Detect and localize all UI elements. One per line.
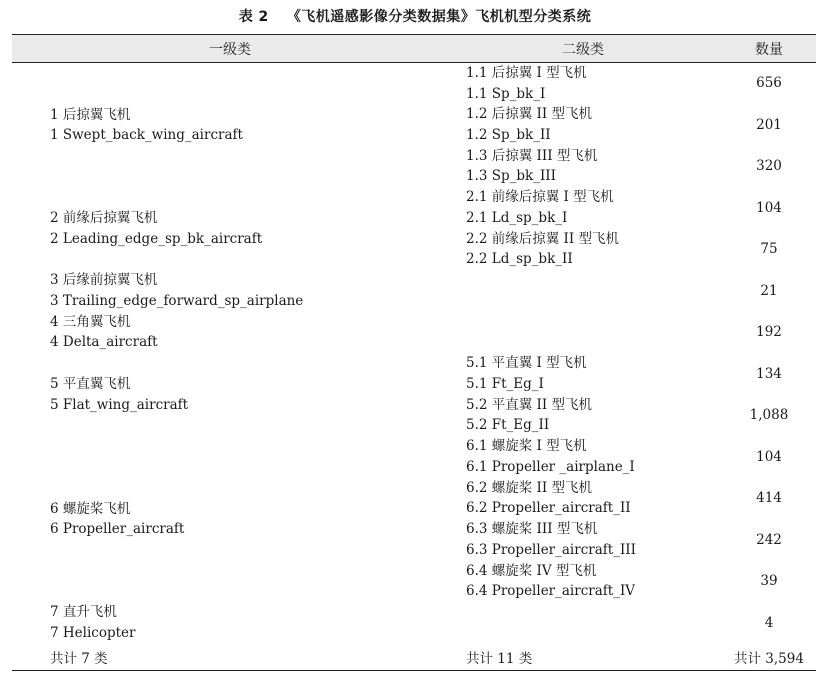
level2-cell-empty bbox=[444, 602, 722, 644]
level1-en: 3 Trailing_edge_forward_sp_airplane bbox=[50, 292, 304, 309]
table-row bbox=[12, 312, 816, 354]
level2-en: 6.2 Propeller_aircraft_II bbox=[466, 500, 631, 517]
level1-en: 2 Leading_edge_sp_bk_aircraft bbox=[50, 230, 263, 247]
level1-cell bbox=[12, 312, 444, 354]
level2-cell bbox=[444, 104, 722, 146]
count-cell: 104 bbox=[756, 199, 782, 216]
table-row bbox=[12, 187, 816, 229]
count-cell: 192 bbox=[756, 324, 782, 340]
count-cell: 656 bbox=[756, 75, 782, 92]
count-cell: 4 bbox=[764, 614, 774, 631]
level2-en: 5.2 Ft_Eg_II bbox=[466, 417, 550, 434]
header-level2: 二级类 bbox=[444, 35, 722, 63]
level1-cn: 3 后缘前掠翼飞机 bbox=[50, 272, 158, 289]
level2-en: 1.2 Sp_bk_II bbox=[466, 126, 551, 143]
level2-cell bbox=[444, 478, 722, 520]
level2-cn: 5.2 平直翼 II 型飞机 bbox=[466, 396, 593, 413]
total-count: 共计 3,594 bbox=[722, 644, 816, 671]
level2-en: 1.1 Sp_bk_I bbox=[466, 85, 546, 102]
count-cell: 242 bbox=[756, 531, 782, 548]
level2-cell bbox=[444, 436, 722, 478]
level1-cn: 4 三角翼飞机 bbox=[50, 313, 131, 330]
level2-cn: 2.1 前缘后掠翼 I 型飞机 bbox=[466, 189, 614, 206]
level2-cn: 1.2 后掠翼 II 型飞机 bbox=[466, 106, 593, 123]
level2-en: 6.3 Propeller_aircraft_III bbox=[466, 541, 636, 558]
level1-en: 7 Helicopter bbox=[50, 624, 136, 641]
table-row bbox=[12, 353, 816, 395]
table-number: 表 2 bbox=[238, 9, 269, 25]
level1-cn: 5 平直翼飞机 bbox=[50, 376, 131, 392]
count-cell: 75 bbox=[760, 241, 778, 257]
level2-cell bbox=[444, 229, 722, 271]
level2-cell bbox=[444, 561, 722, 603]
level2-cn: 2.2 前缘后掠翼 II 型飞机 bbox=[466, 230, 620, 247]
table-row bbox=[12, 436, 816, 478]
level2-cell-empty bbox=[444, 270, 722, 312]
count-cell: 201 bbox=[756, 116, 782, 133]
level2-cell bbox=[444, 187, 722, 229]
level2-cell-empty bbox=[444, 312, 722, 354]
count-cell: 414 bbox=[756, 490, 782, 506]
level2-cell bbox=[444, 395, 722, 437]
count-cell: 134 bbox=[756, 365, 782, 382]
level2-en: 2.1 Ld_sp_bk_I bbox=[466, 209, 568, 226]
level2-en: 6.4 Propeller_aircraft_IV bbox=[466, 583, 636, 600]
level1-en: 6 Propeller_aircraft bbox=[50, 521, 185, 537]
level1-cell bbox=[12, 270, 444, 312]
level1-cell bbox=[12, 602, 444, 644]
level1-en: 5 Flat_wing_aircraft bbox=[50, 396, 189, 413]
level2-en: 5.1 Ft_Eg_I bbox=[466, 375, 544, 392]
level1-en: 1 Swept_back_wing_aircraft bbox=[50, 127, 243, 143]
level2-cell bbox=[444, 146, 722, 188]
level2-en: 2.2 Ld_sp_bk_II bbox=[466, 251, 573, 268]
table-caption bbox=[0, 6, 830, 26]
level2-cn: 6.4 螺旋桨 IV 型飞机 bbox=[466, 562, 597, 579]
level2-cell bbox=[444, 63, 722, 105]
level2-cn: 6.3 螺旋桨 III 型飞机 bbox=[466, 521, 598, 538]
level2-cn: 1.3 后掠翼 III 型飞机 bbox=[466, 147, 598, 164]
level1-cn: 7 直升飞机 bbox=[50, 604, 117, 621]
table-title: 《飞机遥感影像分类数据集》飞机机型分类系统 bbox=[286, 9, 592, 25]
level1-cn: 1 后掠翼飞机 bbox=[50, 106, 131, 123]
level1-cell bbox=[12, 187, 444, 270]
level1-cell bbox=[12, 63, 444, 188]
count-cell: 39 bbox=[760, 573, 778, 589]
level1-cn: 6 螺旋桨飞机 bbox=[50, 500, 131, 517]
level1-en: 4 Delta_aircraft bbox=[50, 334, 158, 351]
total-level1: 共计 7 类 bbox=[12, 644, 444, 671]
count-cell: 21 bbox=[760, 282, 778, 299]
level1-cell bbox=[12, 436, 444, 602]
count-cell: 320 bbox=[756, 158, 782, 174]
table-row bbox=[12, 602, 816, 644]
level2-cn: 1.1 后掠翼 I 型飞机 bbox=[466, 65, 587, 81]
table-row bbox=[12, 63, 816, 105]
classification-table bbox=[12, 34, 816, 671]
level2-cn: 6.1 螺旋桨 I 型飞机 bbox=[466, 438, 587, 455]
level2-cell bbox=[444, 353, 722, 395]
totals-row bbox=[12, 644, 816, 671]
header-count: 数量 bbox=[722, 35, 816, 63]
level2-cell bbox=[444, 519, 722, 561]
header-row bbox=[12, 35, 816, 63]
table-row bbox=[12, 270, 816, 312]
header-level1: 一级类 bbox=[12, 35, 444, 63]
level2-en: 1.3 Sp_bk_III bbox=[466, 168, 556, 185]
level1-cell bbox=[12, 353, 444, 436]
level2-cn: 6.2 螺旋桨 II 型飞机 bbox=[466, 479, 593, 496]
level1-cn: 2 前缘后掠翼飞机 bbox=[50, 210, 158, 226]
count-cell: 1,088 bbox=[749, 407, 789, 423]
level2-cn: 5.1 平直翼 I 型飞机 bbox=[466, 355, 587, 372]
level2-en: 6.1 Propeller _airplane_I bbox=[466, 458, 635, 475]
total-level2: 共计 11 类 bbox=[444, 644, 722, 671]
count-cell: 104 bbox=[756, 448, 782, 465]
